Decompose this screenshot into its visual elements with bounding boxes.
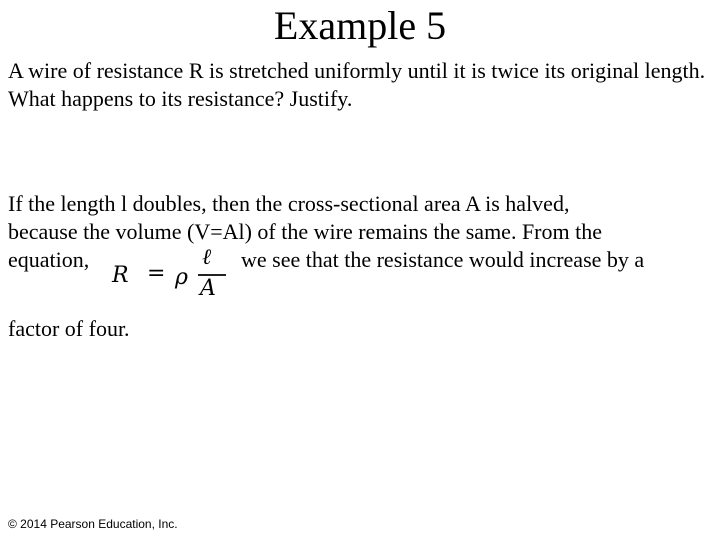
formula-area-symbol: A bbox=[200, 276, 216, 301]
answer-line-3-tail: we see that the resistance would increase by a bbox=[241, 247, 645, 272]
resistance-formula bbox=[112, 245, 222, 304]
answer-line-1: If the length l doubles, then the cross-sectional area A is halved, bbox=[8, 191, 570, 216]
answer-line-3-lead: equation, bbox=[8, 247, 90, 272]
formula-resistance-symbol: R bbox=[112, 263, 129, 288]
answer-line-2: because the volume (V=Al) of the wire remains the same. From the bbox=[8, 219, 602, 244]
formula-length-symbol: ℓ bbox=[202, 245, 212, 270]
question-text: A wire of resistance R is stretched uniformly until it is twice its original length. What happens to its resistance? Justify. bbox=[8, 58, 706, 111]
copyright-notice: © 2014 Pearson Education, Inc. bbox=[8, 517, 178, 531]
slide-title: Example 5 bbox=[273, 3, 447, 48]
formula-resistivity-symbol: ρ bbox=[175, 265, 188, 290]
formula-equals-sign: = bbox=[147, 261, 166, 286]
answer-line-4: factor of four. bbox=[8, 316, 130, 341]
